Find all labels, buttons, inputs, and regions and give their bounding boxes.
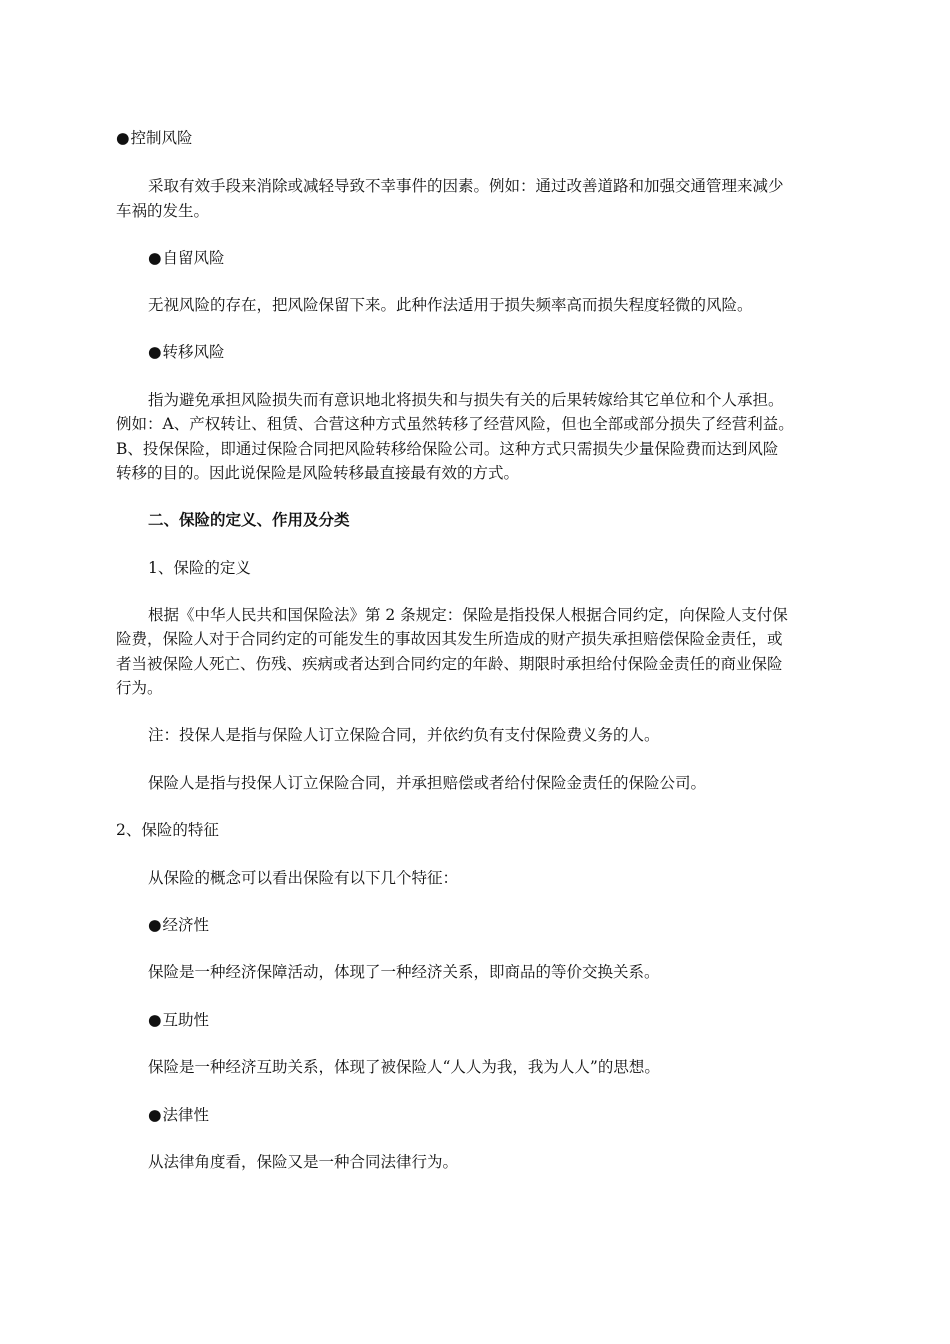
paragraph-line: 险费，保险人对于合同约定的可能发生的事故因其发生所造成的财产损失承担赔偿保险金责任，或 [116, 630, 783, 648]
paragraph-line: B、投保保险，即通过保险合同把风险转移给保险公司。这种方式只需损失少量保险费而达到风险 [116, 440, 779, 458]
subsection-heading: 2、保险的特征 [116, 821, 219, 839]
section-heading: 二、保险的定义、作用及分类 [148, 510, 350, 529]
paragraph-line: 保险是一种经济保障活动，体现了一种经济关系，即商品的等价交换关系。 [148, 963, 660, 981]
subsection-heading: 1、保险的定义 [148, 559, 251, 577]
bullet-heading-legal: ● 法律性 [148, 1103, 209, 1127]
paragraph-line: 从法律角度看，保险又是一种合同法律行为。 [148, 1153, 459, 1171]
paragraph-line: 行为。 [116, 679, 163, 697]
paragraph-line: 转移的目的。因此说保险是风险转移最直接最有效的方式。 [116, 464, 520, 482]
bullet-heading-mutual-aid: ● 互助性 [148, 1008, 209, 1032]
paragraph-line: 根据《中华人民共和国保险法》第 2 条规定：保险是指投保人根据合同约定，向保险人支付保 [148, 606, 788, 624]
bullet-heading-economic: ● 经济性 [148, 913, 209, 937]
paragraph-line: 者当被保险人死亡、伤残、疾病或者达到合同约定的年龄、期限时承担给付保险金责任的商业保险 [116, 655, 783, 673]
bullet-heading-transfer-risk: ● 转移风险 [148, 340, 225, 364]
paragraph-line: 车祸的发生。 [116, 202, 210, 220]
paragraph-line: 例如：A、产权转让、租赁、合营这种方式虽然转移了经营风险，但也全部或部分损失了经营利益。 [116, 415, 794, 433]
note-line: 保险人是指与投保人订立保险合同，并承担赔偿或者给付保险金责任的保险公司。 [148, 774, 707, 792]
paragraph-line: 无视风险的存在，把风险保留下来。此种作法适用于损失频率高而损失程度轻微的风险。 [148, 296, 753, 314]
bullet-heading-control-risk: ● 控制风险 [116, 126, 193, 150]
paragraph-line: 从保险的概念可以看出保险有以下几个特征： [148, 869, 459, 887]
bullet-heading-retain-risk: ● 自留风险 [148, 246, 225, 270]
note-line: 注：投保人是指与保险人订立保险合同，并依约负有支付保险费义务的人。 [148, 726, 660, 744]
paragraph-line: 指为避免承担风险损失而有意识地北将损失和与损失有关的后果转嫁给其它单位和个人承担。 [148, 391, 784, 409]
paragraph-line: 采取有效手段来消除或减轻导致不幸事件的因素。例如：通过改善道路和加强交通管理来减少 [148, 177, 784, 195]
paragraph-line: 保险是一种经济互助关系，体现了被保险人“人人为我，我为人人”的思想。 [148, 1058, 660, 1076]
